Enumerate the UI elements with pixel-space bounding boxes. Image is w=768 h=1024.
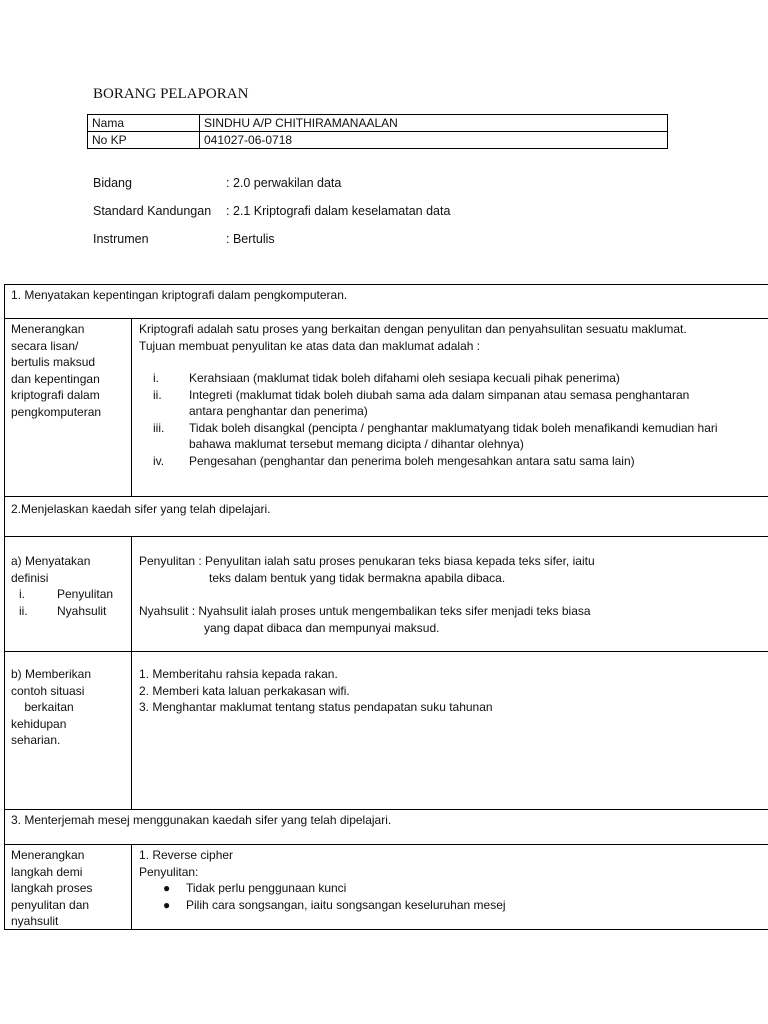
section-3-row (4, 844, 768, 930)
list-number: ii. (153, 387, 162, 402)
definition-penyulitan: Penyulitan : Penyulitan ialah satu proses penukaran teks biasa kepada teks sifer, iaitu (139, 554, 595, 568)
section-2a-answer (132, 537, 768, 636)
list-item (139, 453, 768, 470)
criteria-line: b) Memberikan (11, 667, 92, 681)
sub-item (11, 603, 127, 620)
list-number: iv. (153, 453, 165, 468)
bullet-item (139, 880, 768, 897)
list-text: Kerahsiaan (maklumat tidak boleh difahami oleh sesiapa kecuali pihak penerima) (189, 371, 620, 385)
section-3-answer (132, 845, 768, 913)
section-3-title: 3. Menterjemah mesej menggunakan kaedah sifer yang telah dipelajari. (11, 813, 392, 827)
ic-number-label: No KP (88, 132, 200, 149)
definition-penyulitan-cont: teks dalam bentuk yang tidak bermakna apabila dibaca. (209, 570, 506, 585)
criteria-line: bertulis maksud (11, 355, 96, 369)
section-3-header (4, 809, 768, 845)
list-text: bahawa maklumat tersebut memang dicipta / dihantar olehnya) (189, 437, 524, 451)
section-1-criteria (5, 319, 132, 496)
cipher-subtitle: Penyulitan: (139, 864, 199, 879)
meta-key: Standard Kandungan (93, 204, 212, 218)
definition-nyahsulit: Nyahsulit : Nyahsulit ialah proses untuk mengembalikan teks sifer menjadi teks biasa (139, 604, 591, 618)
name-value: SINDHU A/P CHITHIRAMANAALAN (200, 115, 668, 132)
sub-number: i. (19, 587, 25, 601)
meta-value: : 2.0 perwakilan data (226, 176, 342, 190)
criteria-line: kriptografi dalam (11, 388, 100, 402)
bullet-item (139, 897, 768, 914)
criteria-line: langkah demi (11, 864, 83, 879)
criteria-line: kehidupan (11, 716, 67, 731)
section-2b-answer (132, 652, 768, 716)
criteria-line: pengkomputeran (11, 404, 102, 419)
criteria-line: Menerangkan (11, 322, 85, 336)
example-item: 3. Menghantar maklumat tentang status pendapatan suku tahunan (139, 700, 493, 714)
section-1-title: 1. Menyatakan kepentingan kriptografi dalam pengkomputeran. (11, 288, 348, 302)
ic-number-value: 041027-06-0718 (200, 132, 668, 149)
list-text: antara penghantar dan penerima) (189, 404, 368, 418)
cipher-title: 1. Reverse cipher (139, 848, 234, 862)
section-2a-row (4, 536, 768, 652)
list-item (139, 370, 768, 387)
list-text: Tidak boleh disangkal (pencipta / penghantar maklumatyang tidak boleh menafikandi kemudian hari (189, 420, 718, 435)
criteria-line: a) Menyatakan (11, 554, 91, 568)
meta-key: Instrumen (93, 232, 149, 246)
example-item: 1. Memberitahu rahsia kepada rakan. (139, 667, 338, 681)
criteria-line: secara lisan/ (11, 338, 79, 353)
list-item (139, 420, 768, 453)
section-2-title: 2.Menjelaskan kaedah sifer yang telah dipelajari. (11, 502, 271, 516)
identity-table (87, 114, 668, 149)
section-2a-criteria (5, 537, 132, 651)
section-1-row (4, 318, 768, 497)
criteria-line: dan kepentingan (11, 371, 100, 386)
criteria-line: Menerangkan (11, 848, 85, 862)
criteria-line: berkaitan (11, 700, 74, 714)
section-2-header (4, 496, 768, 537)
section-1-answer (132, 319, 768, 469)
name-label: Nama (88, 115, 200, 132)
meta-value: : 2.1 Kriptografi dalam keselamatan data (226, 204, 451, 218)
answer-text: Kriptografi adalah satu proses yang berkaitan dengan penyulitan dan penyahsulitan sesuatu maklumat. (139, 322, 687, 336)
sub-number: ii. (19, 603, 28, 618)
example-item: 2. Memberi kata laluan perkakasan wifi. (139, 683, 350, 698)
criteria-line: nyahsulit (11, 914, 59, 928)
meta-value: : Bertulis (226, 232, 275, 246)
criteria-line: penyulitan dan (11, 897, 90, 912)
criteria-line: seharian. (11, 733, 61, 747)
definition-nyahsulit-cont: yang dapat dibaca dan mempunyai maksud. (204, 620, 440, 635)
criteria-line: contoh situasi (11, 683, 85, 698)
list-number: iii. (153, 420, 165, 435)
sub-text: Penyulitan (57, 587, 114, 601)
sub-item (11, 586, 127, 603)
list-text: Integreti (maklumat tidak boleh diubah sama ada dalam simpanan atau semasa penghantaran (189, 387, 690, 402)
list-item (139, 387, 768, 420)
answer-text: Tujuan membuat penyulitan ke atas data dan maklumat adalah : (139, 338, 481, 353)
list-text: Pengesahan (penghantar dan penerima boleh mengesahkan antara satu sama lain) (189, 453, 635, 468)
meta-key: Bidang (93, 176, 132, 190)
section-3-criteria (5, 845, 132, 929)
page-title: BORANG PELAPORAN (93, 86, 249, 102)
sub-text: Nyahsulit (57, 603, 107, 618)
criteria-line: definisi (11, 570, 49, 585)
section-2b-criteria (5, 652, 132, 809)
bullet-icon: ● (163, 897, 171, 912)
section-1-header (4, 284, 768, 319)
bullet-text: Tidak perlu penggunaan kunci (186, 881, 347, 895)
list-number: i. (153, 371, 159, 385)
bullet-text: Pilih cara songsangan, iaitu songsangan keseluruhan mesej (186, 897, 506, 912)
criteria-line: langkah proses (11, 881, 93, 895)
bullet-icon: ● (163, 881, 171, 895)
section-2b-row (4, 651, 768, 810)
